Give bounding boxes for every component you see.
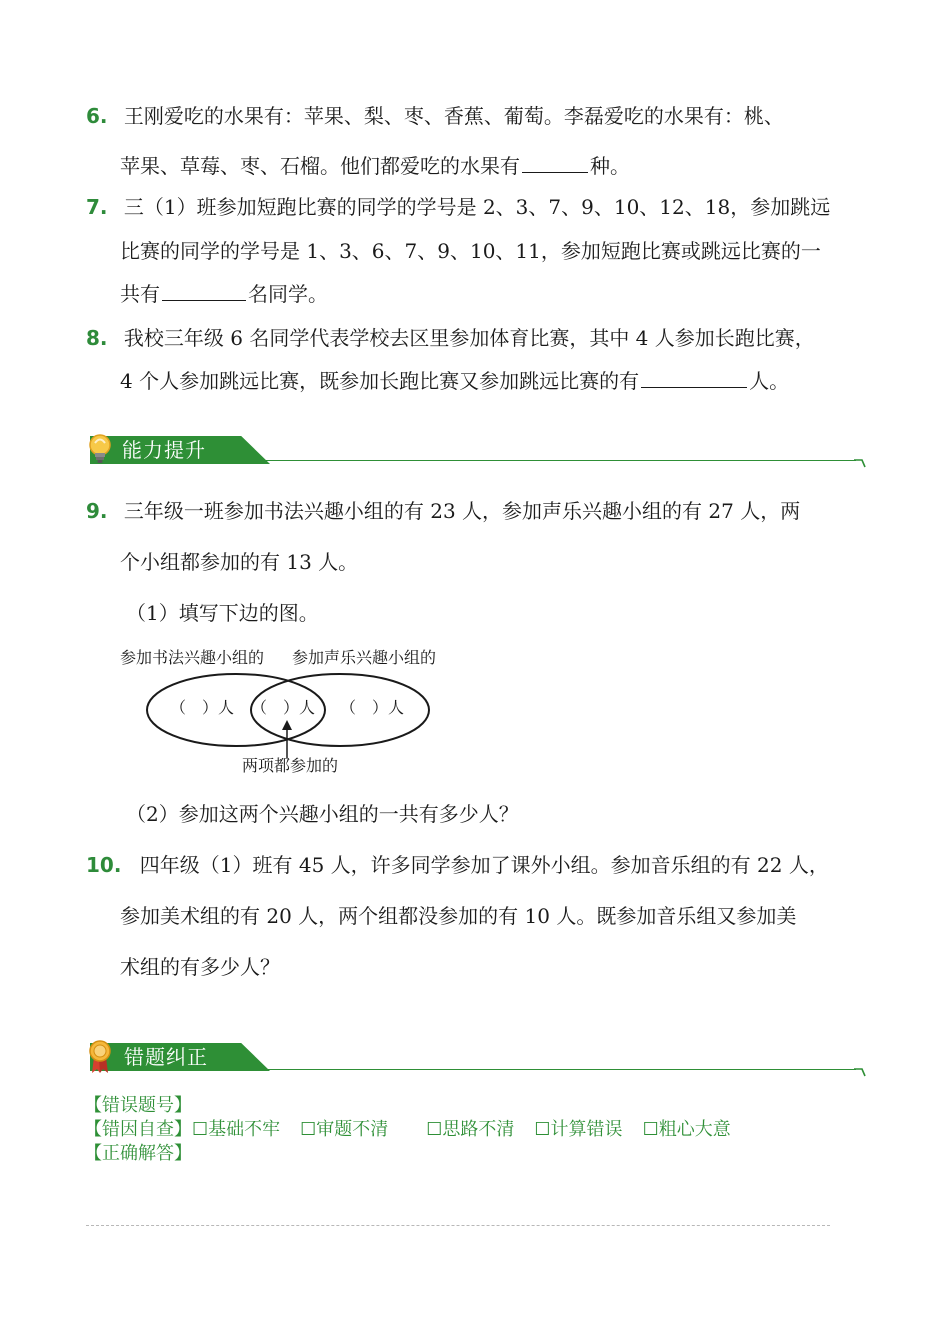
divider-end-mark bbox=[854, 458, 866, 470]
question-10-line-2 bbox=[120, 904, 796, 928]
question-7-line-1 bbox=[86, 195, 830, 219]
question-7-line-2 bbox=[120, 239, 821, 263]
question-text: 苹果、草莓、枣、石榴。他们都爱吃的水果有 bbox=[120, 154, 520, 178]
question-text: 三年级一班参加书法兴趣小组的有 23 人，参加声乐兴趣小组的有 27 人，两 bbox=[123, 499, 801, 523]
question-text: 王刚爱吃的水果有：苹果、梨、枣、香蕉、葡萄。李磊爱吃的水果有：桃、 bbox=[123, 104, 784, 128]
question-number: 10. bbox=[86, 853, 122, 877]
checkbox-option-careless[interactable]: ☐粗心大意 bbox=[642, 1119, 731, 1140]
question-6-line-1 bbox=[86, 104, 784, 128]
question-text: 三（1）班参加短跑比赛的同学的学号是 2、3、7、9、10、12、18，参加跳远 bbox=[123, 195, 831, 219]
error-answer-row bbox=[84, 1142, 192, 1166]
checkbox-option-calculation[interactable]: ☐计算错误 bbox=[534, 1119, 623, 1140]
question-9-sub-1 bbox=[126, 601, 319, 625]
section-header-errors bbox=[58, 1039, 868, 1073]
venn-left-value[interactable]: （ ）人 bbox=[170, 698, 235, 717]
question-text: 人。 bbox=[749, 369, 790, 393]
lightbulb-icon bbox=[86, 432, 114, 466]
checkbox-option-basics[interactable]: ☐基础不牢 bbox=[192, 1119, 281, 1140]
error-number-row bbox=[84, 1094, 192, 1118]
question-text: 种。 bbox=[590, 154, 630, 178]
answer-blank[interactable] bbox=[522, 154, 588, 173]
error-answer-label: 【正确解答】 bbox=[84, 1143, 192, 1164]
question-6-line-2 bbox=[120, 154, 630, 178]
venn-pointer-arrowhead bbox=[282, 720, 292, 730]
section-header-ability bbox=[58, 432, 868, 466]
question-text: 名同学。 bbox=[248, 282, 328, 306]
venn-right-label: 参加声乐兴趣小组的 bbox=[292, 648, 437, 667]
error-cause-row bbox=[84, 1118, 731, 1142]
question-8-line-1 bbox=[86, 326, 815, 350]
section-divider bbox=[256, 1069, 856, 1070]
sub-question-text: （2）参加这两个兴趣小组的一共有多少人？ bbox=[126, 802, 519, 826]
error-cause-label: 【错因自查】 bbox=[84, 1119, 192, 1140]
venn-diagram bbox=[120, 648, 440, 778]
question-text: 个小组都参加的有 13 人。 bbox=[120, 550, 359, 574]
question-number: 9. bbox=[86, 499, 108, 523]
question-9-line-2 bbox=[120, 550, 358, 574]
sub-question-text: （1）填写下边的图。 bbox=[126, 601, 319, 625]
answer-blank[interactable] bbox=[641, 369, 747, 388]
question-text: 四年级（1）班有 45 人，许多同学参加了课外小组。参加音乐组的有 22 人， bbox=[139, 853, 829, 877]
question-7-line-3 bbox=[120, 282, 328, 306]
question-9-line-1 bbox=[86, 499, 800, 523]
section-title: 错题纠正 bbox=[124, 1045, 208, 1069]
question-text: 我校三年级 6 名同学代表学校去区里参加体育比赛，其中 4 人参加长跑比赛， bbox=[123, 326, 815, 350]
question-10-line-3 bbox=[120, 955, 280, 979]
venn-middle-value[interactable]: （ ）人 bbox=[251, 698, 316, 717]
question-text: 参加美术组的有 20 人，两个组都没参加的有 10 人。既参加音乐组又参加美 bbox=[120, 904, 797, 928]
venn-pointer-label: 两项都参加的 bbox=[242, 756, 339, 775]
section-title: 能力提升 bbox=[122, 438, 206, 462]
checkbox-option-reading[interactable]: ☐审题不清 bbox=[300, 1119, 389, 1140]
question-9-sub-2 bbox=[126, 802, 519, 826]
section-divider bbox=[256, 460, 856, 461]
question-text: 共有 bbox=[120, 282, 160, 306]
question-text: 4 个人参加跳远比赛，既参加长跑比赛又参加跳远比赛的有 bbox=[120, 369, 640, 393]
question-text: 术组的有多少人？ bbox=[120, 955, 280, 979]
venn-right-value[interactable]: （ ）人 bbox=[340, 698, 405, 717]
venn-left-label: 参加书法兴趣小组的 bbox=[120, 648, 265, 667]
answer-blank[interactable] bbox=[162, 282, 246, 301]
divider-end-mark bbox=[854, 1067, 866, 1079]
question-10-line-1 bbox=[86, 853, 829, 877]
page-bottom-divider bbox=[86, 1225, 830, 1226]
question-8-line-2 bbox=[120, 369, 789, 393]
checkbox-option-thinking[interactable]: ☐思路不清 bbox=[426, 1119, 515, 1140]
question-number: 7. bbox=[86, 195, 108, 219]
medal-icon bbox=[86, 1039, 114, 1075]
question-number: 8. bbox=[86, 326, 108, 350]
question-text: 比赛的同学的学号是 1、3、6、7、9、10、11，参加短跑比赛或跳远比赛的一 bbox=[120, 239, 821, 263]
question-number: 6. bbox=[86, 104, 108, 128]
error-number-label: 【错误题号】 bbox=[84, 1095, 192, 1116]
